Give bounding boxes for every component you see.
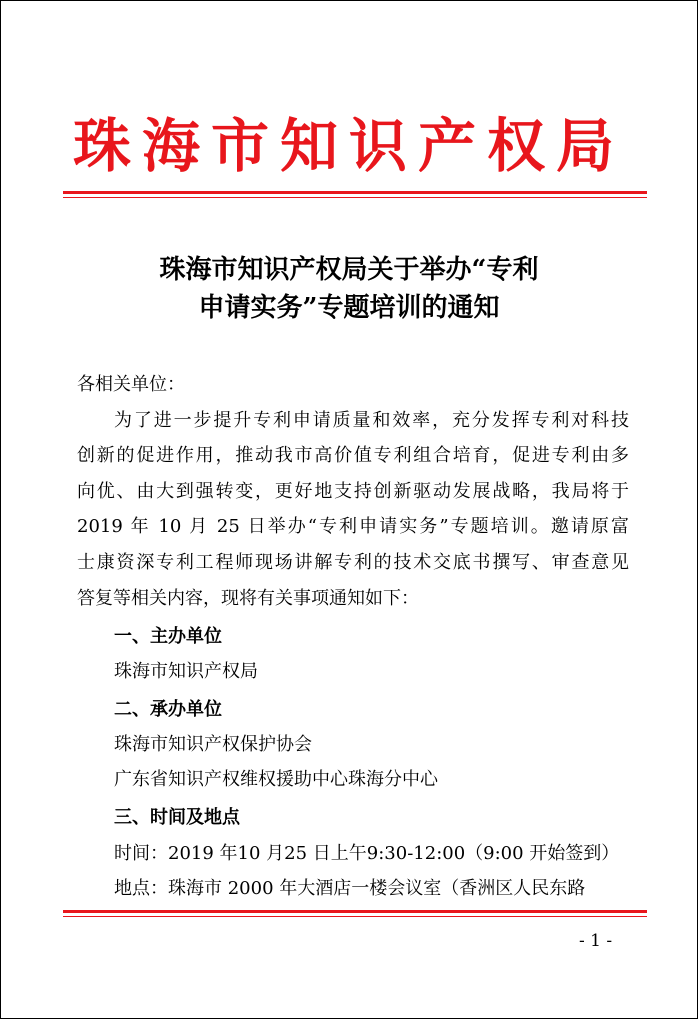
section-heading-host: 一、主办单位 <box>114 626 222 647</box>
header-rule-thick <box>63 191 647 194</box>
intro-line: 为了进一步提升专利申请质量和效率，充分发挥专利对科技 <box>114 410 629 431</box>
document-title <box>1 251 697 327</box>
intro-line: 向优、由大到强转变，更好地支持创新驱动发展战略，我局将于 <box>77 481 629 502</box>
footer-rule-thick <box>63 910 647 913</box>
intro-line: 士康资深专利工程师现场讲解专利的技术交底书撰写、审查意见 <box>77 552 629 573</box>
footer-rule-thin <box>63 916 647 917</box>
place-line: 地点：珠海市 2000 年大酒店一楼会议室（香洲区人民东路 <box>114 878 586 899</box>
intro-line: 创新的促进作用，推动我市高价值专利组合培育，促进专利由多 <box>77 445 629 466</box>
organizer-item: 珠海市知识产权保护协会 <box>114 734 312 755</box>
salutation: 各相关单位： <box>77 374 185 395</box>
time-line: 时间：2019 年10 月25 日上午9:30-12:00（9:00 开始签到） <box>114 843 620 864</box>
intro-line: 答复等相关内容，现将有关事项通知如下： <box>77 588 419 609</box>
org-masthead: 珠海市知识产权局 <box>72 112 625 180</box>
page-number: - 1 - <box>579 931 613 951</box>
organizer-item: 广东省知识产权维权援助中心珠海分中心 <box>114 769 438 790</box>
title-line-2: 申请实务”专题培训的通知 <box>198 293 500 323</box>
section-heading-organizer: 二、承办单位 <box>114 699 222 720</box>
host-item: 珠海市知识产权局 <box>114 661 258 682</box>
intro-line: 2019 年 10 月 25 日举办“专利申请实务”专题培训。邀请原富 <box>77 516 629 537</box>
section-heading-time-place: 三、时间及地点 <box>114 807 240 828</box>
title-line-1: 珠海市知识产权局关于举办“专利 <box>159 255 539 285</box>
header-rule-thin <box>63 197 647 198</box>
